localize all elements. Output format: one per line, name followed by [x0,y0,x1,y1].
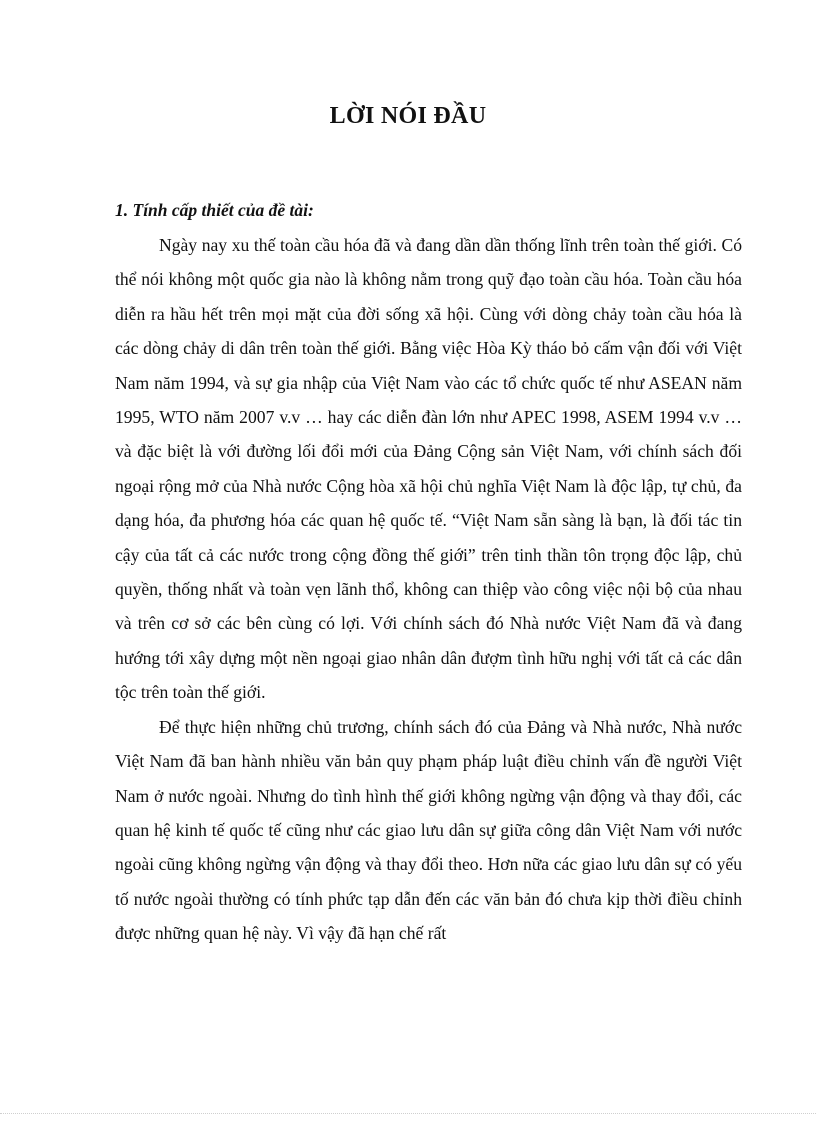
section-heading: 1. Tính cấp thiết của đề tài: [115,200,314,220]
paragraph-2: Để thực hiện những chủ trương, chính sách đó của Đảng và Nhà nước, Nhà nước Việt Nam đã ban hành nhiều văn bản quy phạm pháp luật điều chỉnh vấn đề người Việt Nam ở nước ngoài. Nhưng do tình hình thế giới không ngừng vận động và thay đổi, các quan hệ kinh tế quốc tế cũng như các giao lưu dân sự giữa công dân Việt Nam với nước ngoài cũng không ngừng vận động và thay đổi theo. Hơn nữa các giao lưu dân sự có yếu tố nước ngoài thường có tính phức tạp dẫn đến các văn bản đó chưa kịp thời điều chỉnh được những quan hệ này. Vì vậy đã hạn chế rất [115,716,742,944]
page-title: LỜI NÓI ĐẦU [329,103,487,129]
page-bottom-divider [0,1113,816,1114]
paragraph-1: Ngày nay xu thế toàn cầu hóa đã và đang dần dần thống lĩnh trên toàn thế giới. Có thể nói không một quốc gia nào là không nằm trong quỹ đạo toàn cầu hóa. Toàn cầu hóa diễn ra hầu hết trên mọi mặt của đời sống xã hội. Cùng với dòng chảy toàn cầu hóa là các dòng chảy di dân trên toàn thế giới. Bằng việc Hòa Kỳ tháo bỏ cấm vận đối với Việt Nam năm 1994, và sự gia nhập của Việt Nam vào các tổ chức quốc tế như ASEAN năm 1995, WTO năm 2007 v.v … hay các diễn đàn lớn như APEC 1998, ASEM 1994 v.v … và đặc biệt là với đường lối đổi mới của Đảng Cộng sản Việt Nam, với chính sách đối ngoại rộng mở của Nhà nước Cộng hòa xã hội chủ nghĩa Việt Nam là độc lập, tự chủ, đa dạng hóa, đa phương hóa các quan hệ quốc tế. “Việt Nam sẵn sàng là bạn, là đối tác tin cậy của tất cả các nước trong cộng đồng thế giới” trên tinh thần tôn trọng độc lập, chủ quyền, thống nhất và toàn vẹn lãnh thổ, không can thiệp vào công việc nội bộ của nhau và trên cơ sở các bên cùng có lợi. Với chính sách đó Nhà nước Việt Nam đã và đang hướng tới xây dựng một nền ngoại giao nhân dân đượm tình hữu nghị với tất cả các dân tộc trên toàn thế giới. [115,235,742,703]
body-text [115,228,742,951]
